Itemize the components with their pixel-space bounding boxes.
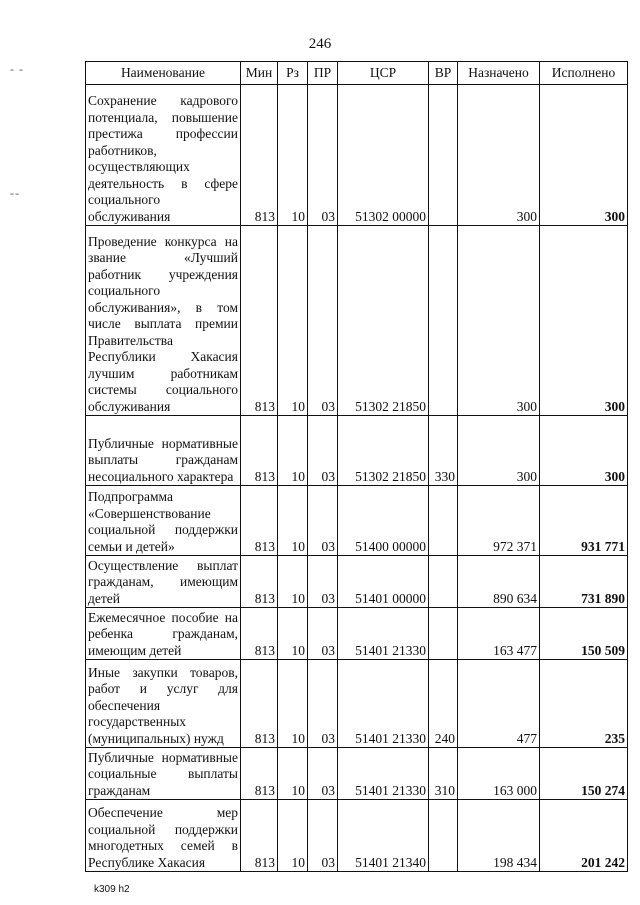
table-header-row [86, 62, 628, 85]
cell-vr [429, 608, 458, 660]
cell-assigned: 477 [458, 660, 540, 748]
cell-rz: 10 [278, 556, 308, 608]
table-row [86, 660, 628, 748]
cell-vr [429, 85, 458, 226]
cell-csr: 51401 21340 [338, 800, 429, 872]
cell-executed: 300 [540, 85, 628, 226]
cell-min: 813 [241, 556, 278, 608]
cell-rz: 10 [278, 608, 308, 660]
cell-name: Иные закупки товаров, работ и услуг для обеспечения государственных (муниципальных) нужд [86, 660, 241, 748]
table-row [86, 85, 628, 226]
table-row [86, 800, 628, 872]
table-row [86, 226, 628, 416]
cell-assigned: 163 000 [458, 748, 540, 800]
cell-pr: 03 [308, 608, 338, 660]
cell-pr: 03 [308, 416, 338, 486]
cell-name: Сохранение кадрового потенциала, повышение престижа профессии работников, осуществляющих деятельность в сфере социального обслуживания [86, 85, 241, 226]
cell-name: Проведение конкурса на звание «Лучший работник учреждения социального обслуживания», в том числе выплата премии Правительства Республики Хакасия лучшим работникам системы социального обслуживания [86, 226, 241, 416]
cell-rz: 10 [278, 660, 308, 748]
cell-name: Ежемесячное пособие на ребенка гражданам, имеющим детей [86, 608, 241, 660]
cell-min: 813 [241, 748, 278, 800]
cell-executed: 150 274 [540, 748, 628, 800]
header-assigned: Назначено [458, 62, 540, 85]
cell-executed: 201 242 [540, 800, 628, 872]
cell-pr: 03 [308, 226, 338, 416]
header-min: Мин [241, 62, 278, 85]
cell-pr: 03 [308, 748, 338, 800]
cell-min: 813 [241, 416, 278, 486]
cell-csr: 51302 21850 [338, 416, 429, 486]
cell-min: 813 [241, 608, 278, 660]
header-name: Наименование [86, 62, 241, 85]
header-pr: ПР [308, 62, 338, 85]
cell-csr: 51400 00000 [338, 486, 429, 556]
cell-assigned: 300 [458, 226, 540, 416]
cell-csr: 51401 21330 [338, 608, 429, 660]
table-row [86, 556, 628, 608]
cell-name: Подпрограмма «Совершенствование социальной поддержки семьи и детей» [86, 486, 241, 556]
cell-assigned: 163 477 [458, 608, 540, 660]
cell-pr: 03 [308, 486, 338, 556]
cell-rz: 10 [278, 486, 308, 556]
cell-rz: 10 [278, 226, 308, 416]
cell-name: Обеспечение мер социальной поддержки многодетных семей в Республике Хакасия [86, 800, 241, 872]
cell-rz: 10 [278, 416, 308, 486]
cell-executed: 931 771 [540, 486, 628, 556]
table-row [86, 608, 628, 660]
cell-pr: 03 [308, 556, 338, 608]
cell-csr: 51302 21850 [338, 226, 429, 416]
cell-name: Публичные нормативные выплаты гражданам несоциального характера [86, 416, 241, 486]
cell-executed: 150 509 [540, 608, 628, 660]
page-number: 246 [308, 36, 332, 52]
cell-csr: 51401 21330 [338, 748, 429, 800]
header-csr: ЦСР [338, 62, 429, 85]
cell-csr: 51401 21330 [338, 660, 429, 748]
cell-assigned: 972 371 [458, 486, 540, 556]
cell-assigned: 198 434 [458, 800, 540, 872]
table-row [86, 748, 628, 800]
margin-mark: - - [10, 62, 24, 76]
cell-name: Публичные нормативные социальные выплаты гражданам [86, 748, 241, 800]
cell-min: 813 [241, 660, 278, 748]
cell-executed: 731 890 [540, 556, 628, 608]
table-row [86, 486, 628, 556]
cell-rz: 10 [278, 800, 308, 872]
cell-vr: 240 [429, 660, 458, 748]
cell-vr: 330 [429, 416, 458, 486]
header-vr: ВР [429, 62, 458, 85]
cell-min: 813 [241, 85, 278, 226]
cell-name: Осуществление выплат гражданам, имеющим детей [86, 556, 241, 608]
header-rz: Рз [278, 62, 308, 85]
cell-assigned: 300 [458, 416, 540, 486]
cell-csr: 51302 00000 [338, 85, 429, 226]
cell-vr [429, 486, 458, 556]
cell-csr: 51401 00000 [338, 556, 429, 608]
cell-executed: 235 [540, 660, 628, 748]
cell-vr [429, 556, 458, 608]
cell-pr: 03 [308, 800, 338, 872]
cell-min: 813 [241, 226, 278, 416]
cell-pr: 03 [308, 660, 338, 748]
cell-min: 813 [241, 800, 278, 872]
cell-vr [429, 226, 458, 416]
cell-rz: 10 [278, 85, 308, 226]
table-row [86, 416, 628, 486]
cell-executed: 300 [540, 416, 628, 486]
budget-table [85, 61, 628, 872]
cell-min: 813 [241, 486, 278, 556]
margin-mark: -- [10, 186, 20, 200]
cell-assigned: 300 [458, 85, 540, 226]
footer-code: k309 h2 [94, 884, 130, 895]
cell-executed: 300 [540, 226, 628, 416]
cell-vr [429, 800, 458, 872]
header-executed: Исполнено [540, 62, 628, 85]
cell-vr: 310 [429, 748, 458, 800]
cell-pr: 03 [308, 85, 338, 226]
cell-assigned: 890 634 [458, 556, 540, 608]
cell-rz: 10 [278, 748, 308, 800]
